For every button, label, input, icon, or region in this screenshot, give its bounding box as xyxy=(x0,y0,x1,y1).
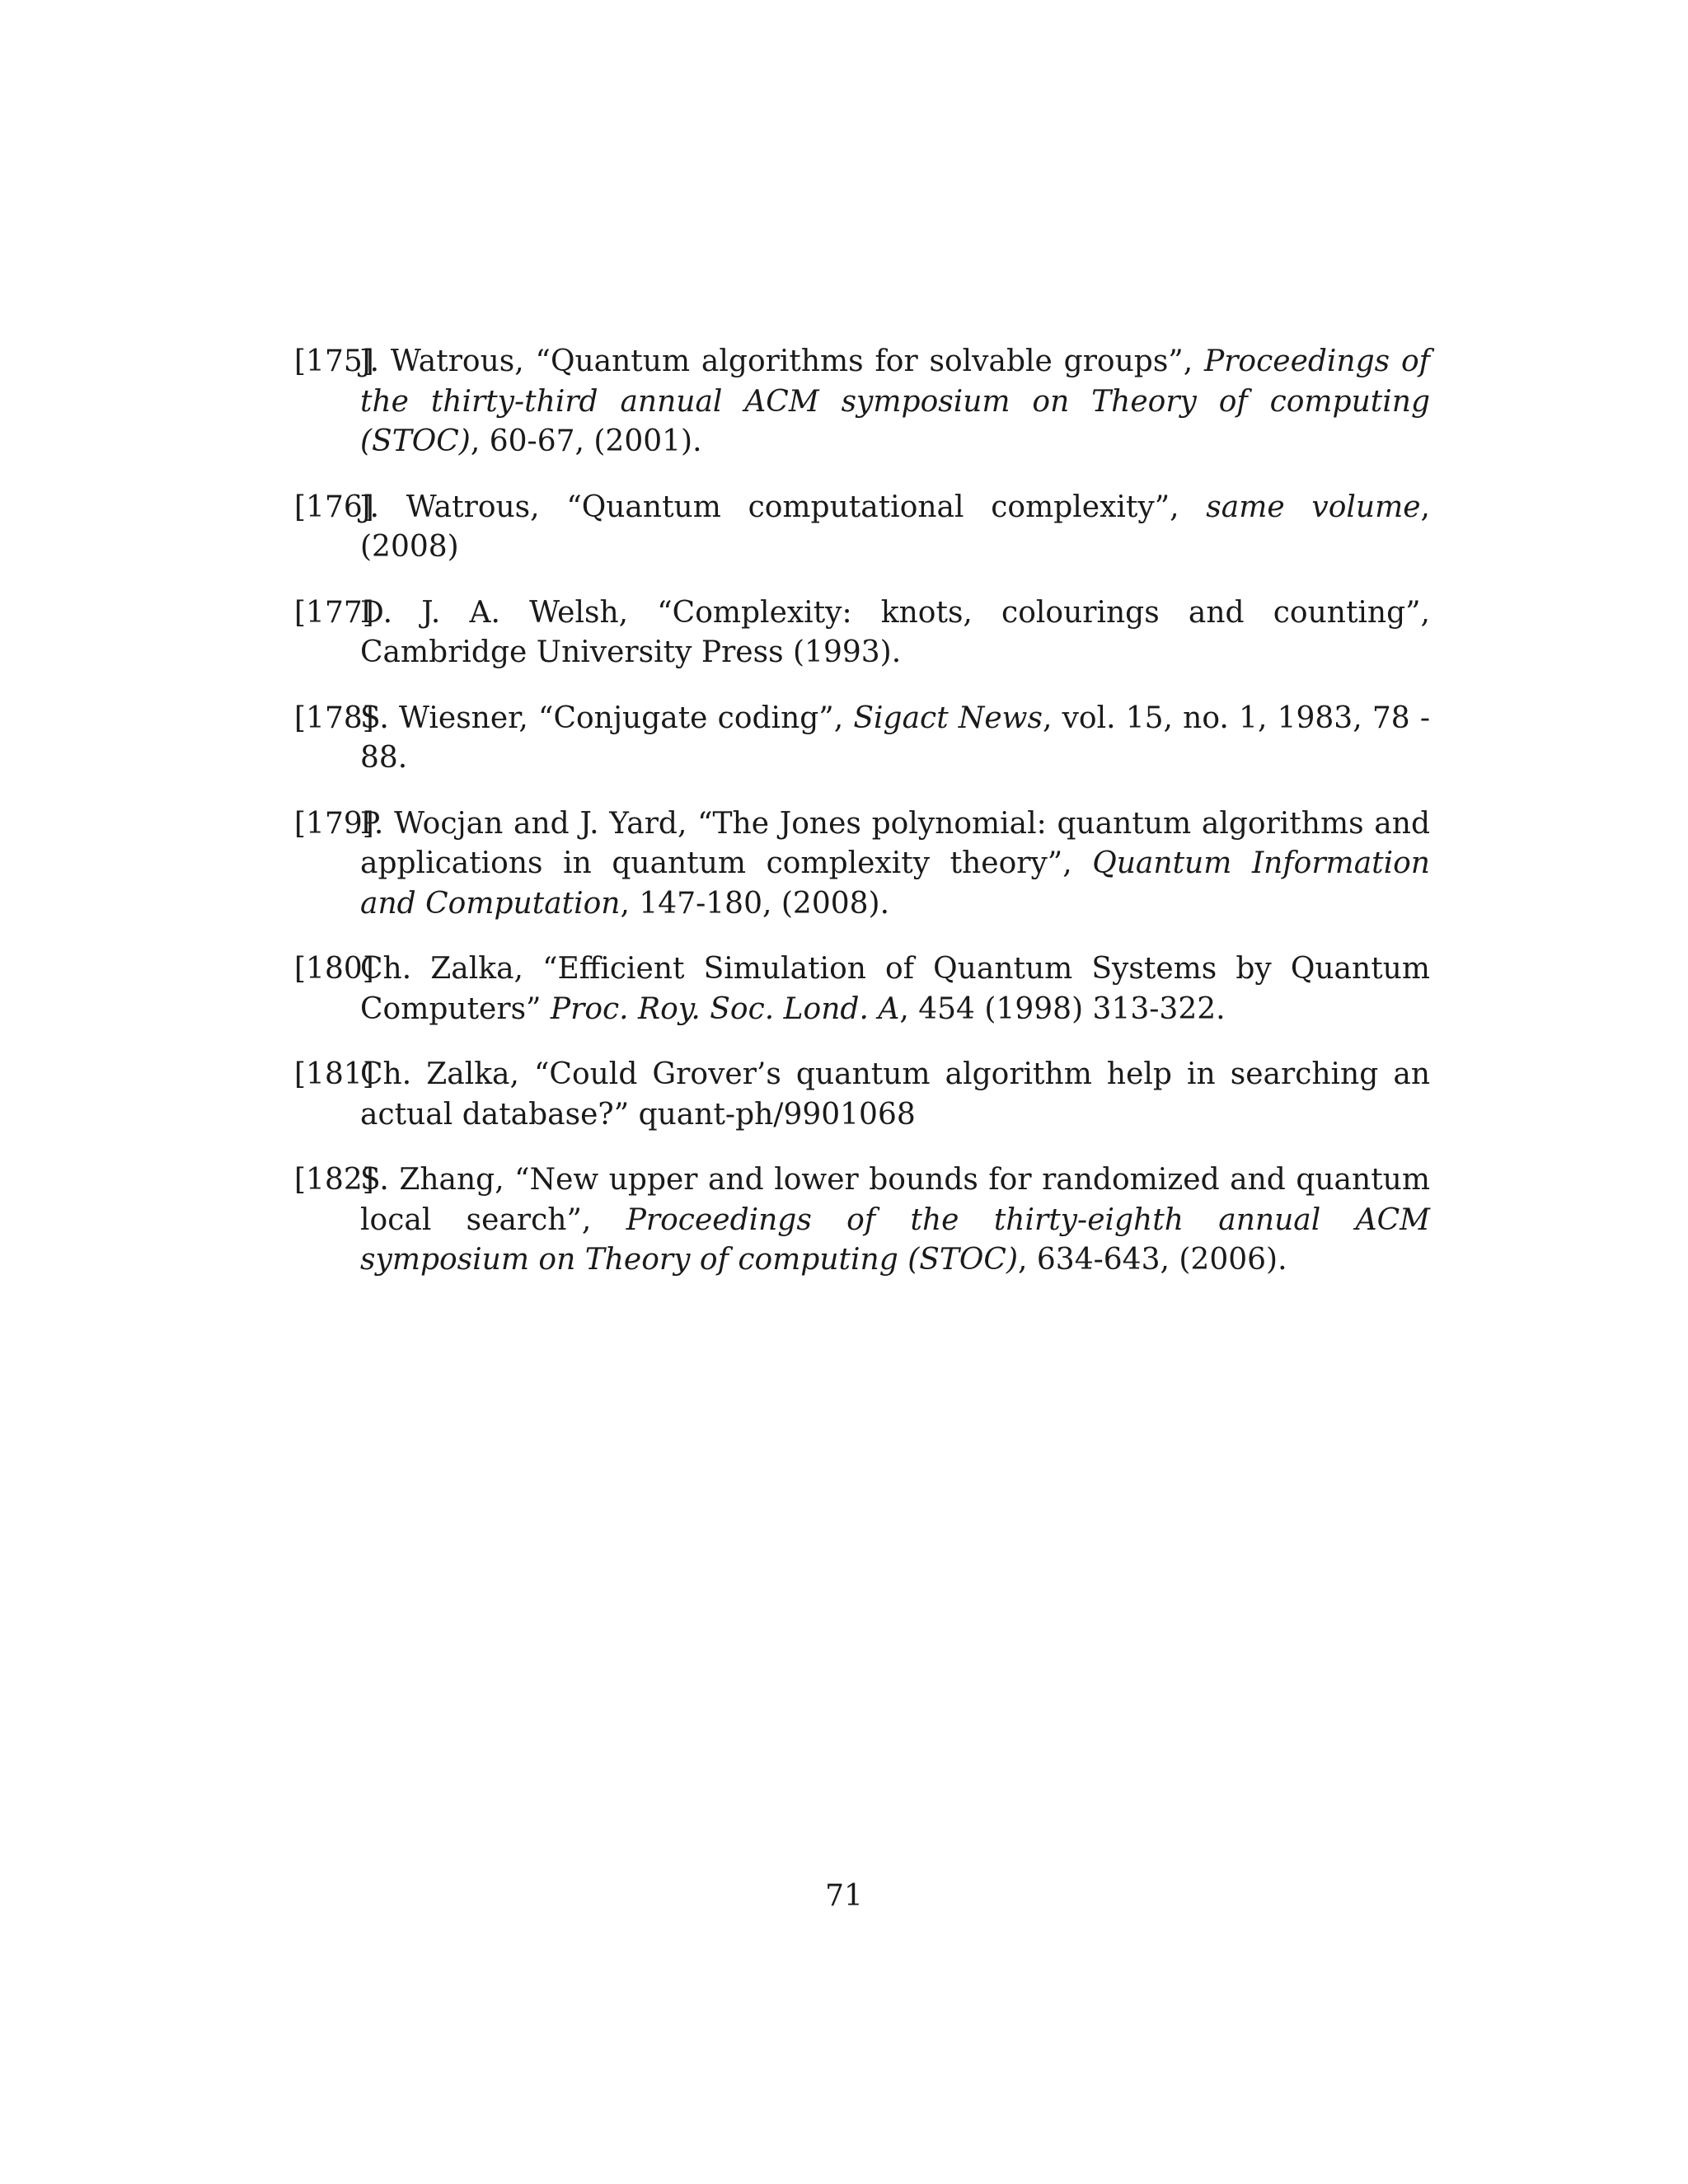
reference-list xyxy=(294,342,1430,1306)
reference-number: [178] xyxy=(294,701,374,735)
reference-details: , 634-643, (2006). xyxy=(1018,1243,1287,1277)
reference-venue: Sigact News xyxy=(853,701,1043,735)
reference-number: [180] xyxy=(294,952,374,986)
reference-entry xyxy=(294,1160,1430,1281)
reference-number: [179] xyxy=(294,806,374,841)
reference-details: , 454 (1998) 313-322. xyxy=(899,991,1226,1026)
reference-text: D. J. A. Welsh, “Complexity: knots, colourings and counting”, Cambridge University Press (1993). xyxy=(360,595,1430,669)
reference-entry xyxy=(294,593,1430,673)
reference-entry xyxy=(294,488,1430,568)
reference-entry xyxy=(294,949,1430,1029)
reference-venue: Proceedings of the thirty-third annual ACM symposium on Theory of computing (STOC) xyxy=(360,344,1430,458)
reference-entry xyxy=(294,699,1430,779)
reference-text: J. Watrous, “Quantum computational complexity”, xyxy=(360,490,1207,524)
reference-text: J. Watrous, “Quantum algorithms for solvable groups”, xyxy=(360,344,1204,378)
reference-entry xyxy=(294,342,1430,462)
reference-venue: Proceedings of the thirty-eighth annual ACM symposium on Theory of computing (STOC) xyxy=(360,1202,1430,1277)
reference-number: [181] xyxy=(294,1057,374,1091)
reference-text: Ch. Zalka, “Efficient Simulation of Quantum Systems by Quantum Computers” xyxy=(360,952,1430,1026)
reference-venue: Proc. Roy. Soc. Lond. A xyxy=(550,991,900,1026)
reference-number: [175] xyxy=(294,344,374,378)
reference-text: Ch. Zalka, “Could Grover’s quantum algorithm help in searching an actual database?” quant-ph/9901068 xyxy=(360,1057,1430,1132)
reference-number: [182] xyxy=(294,1163,374,1197)
reference-details: , 60-67, (2001). xyxy=(470,424,702,458)
reference-details: , (2008) xyxy=(360,490,1430,564)
reference-text: S. Wiesner, “Conjugate coding”, xyxy=(360,701,854,735)
page-number: 71 xyxy=(825,1879,863,1913)
reference-text: P. Wocjan and J. Yard, “The Jones polynomial: quantum algorithms and applications in quantum complexity theory”, xyxy=(360,806,1430,880)
reference-number: [176] xyxy=(294,490,374,524)
reference-details: , 147-180, (2008). xyxy=(620,886,890,921)
reference-venue: same volume xyxy=(1206,490,1421,524)
reference-number: [177] xyxy=(294,595,374,630)
reference-entry xyxy=(294,804,1430,925)
reference-venue: Quantum Information and Computation xyxy=(360,846,1430,921)
reference-entry xyxy=(294,1055,1430,1135)
reference-details: , vol. 15, no. 1, 1983, 78 - 88. xyxy=(360,701,1430,775)
reference-text: S. Zhang, “New upper and lower bounds for randomized and quantum local search”, xyxy=(360,1163,1430,1237)
